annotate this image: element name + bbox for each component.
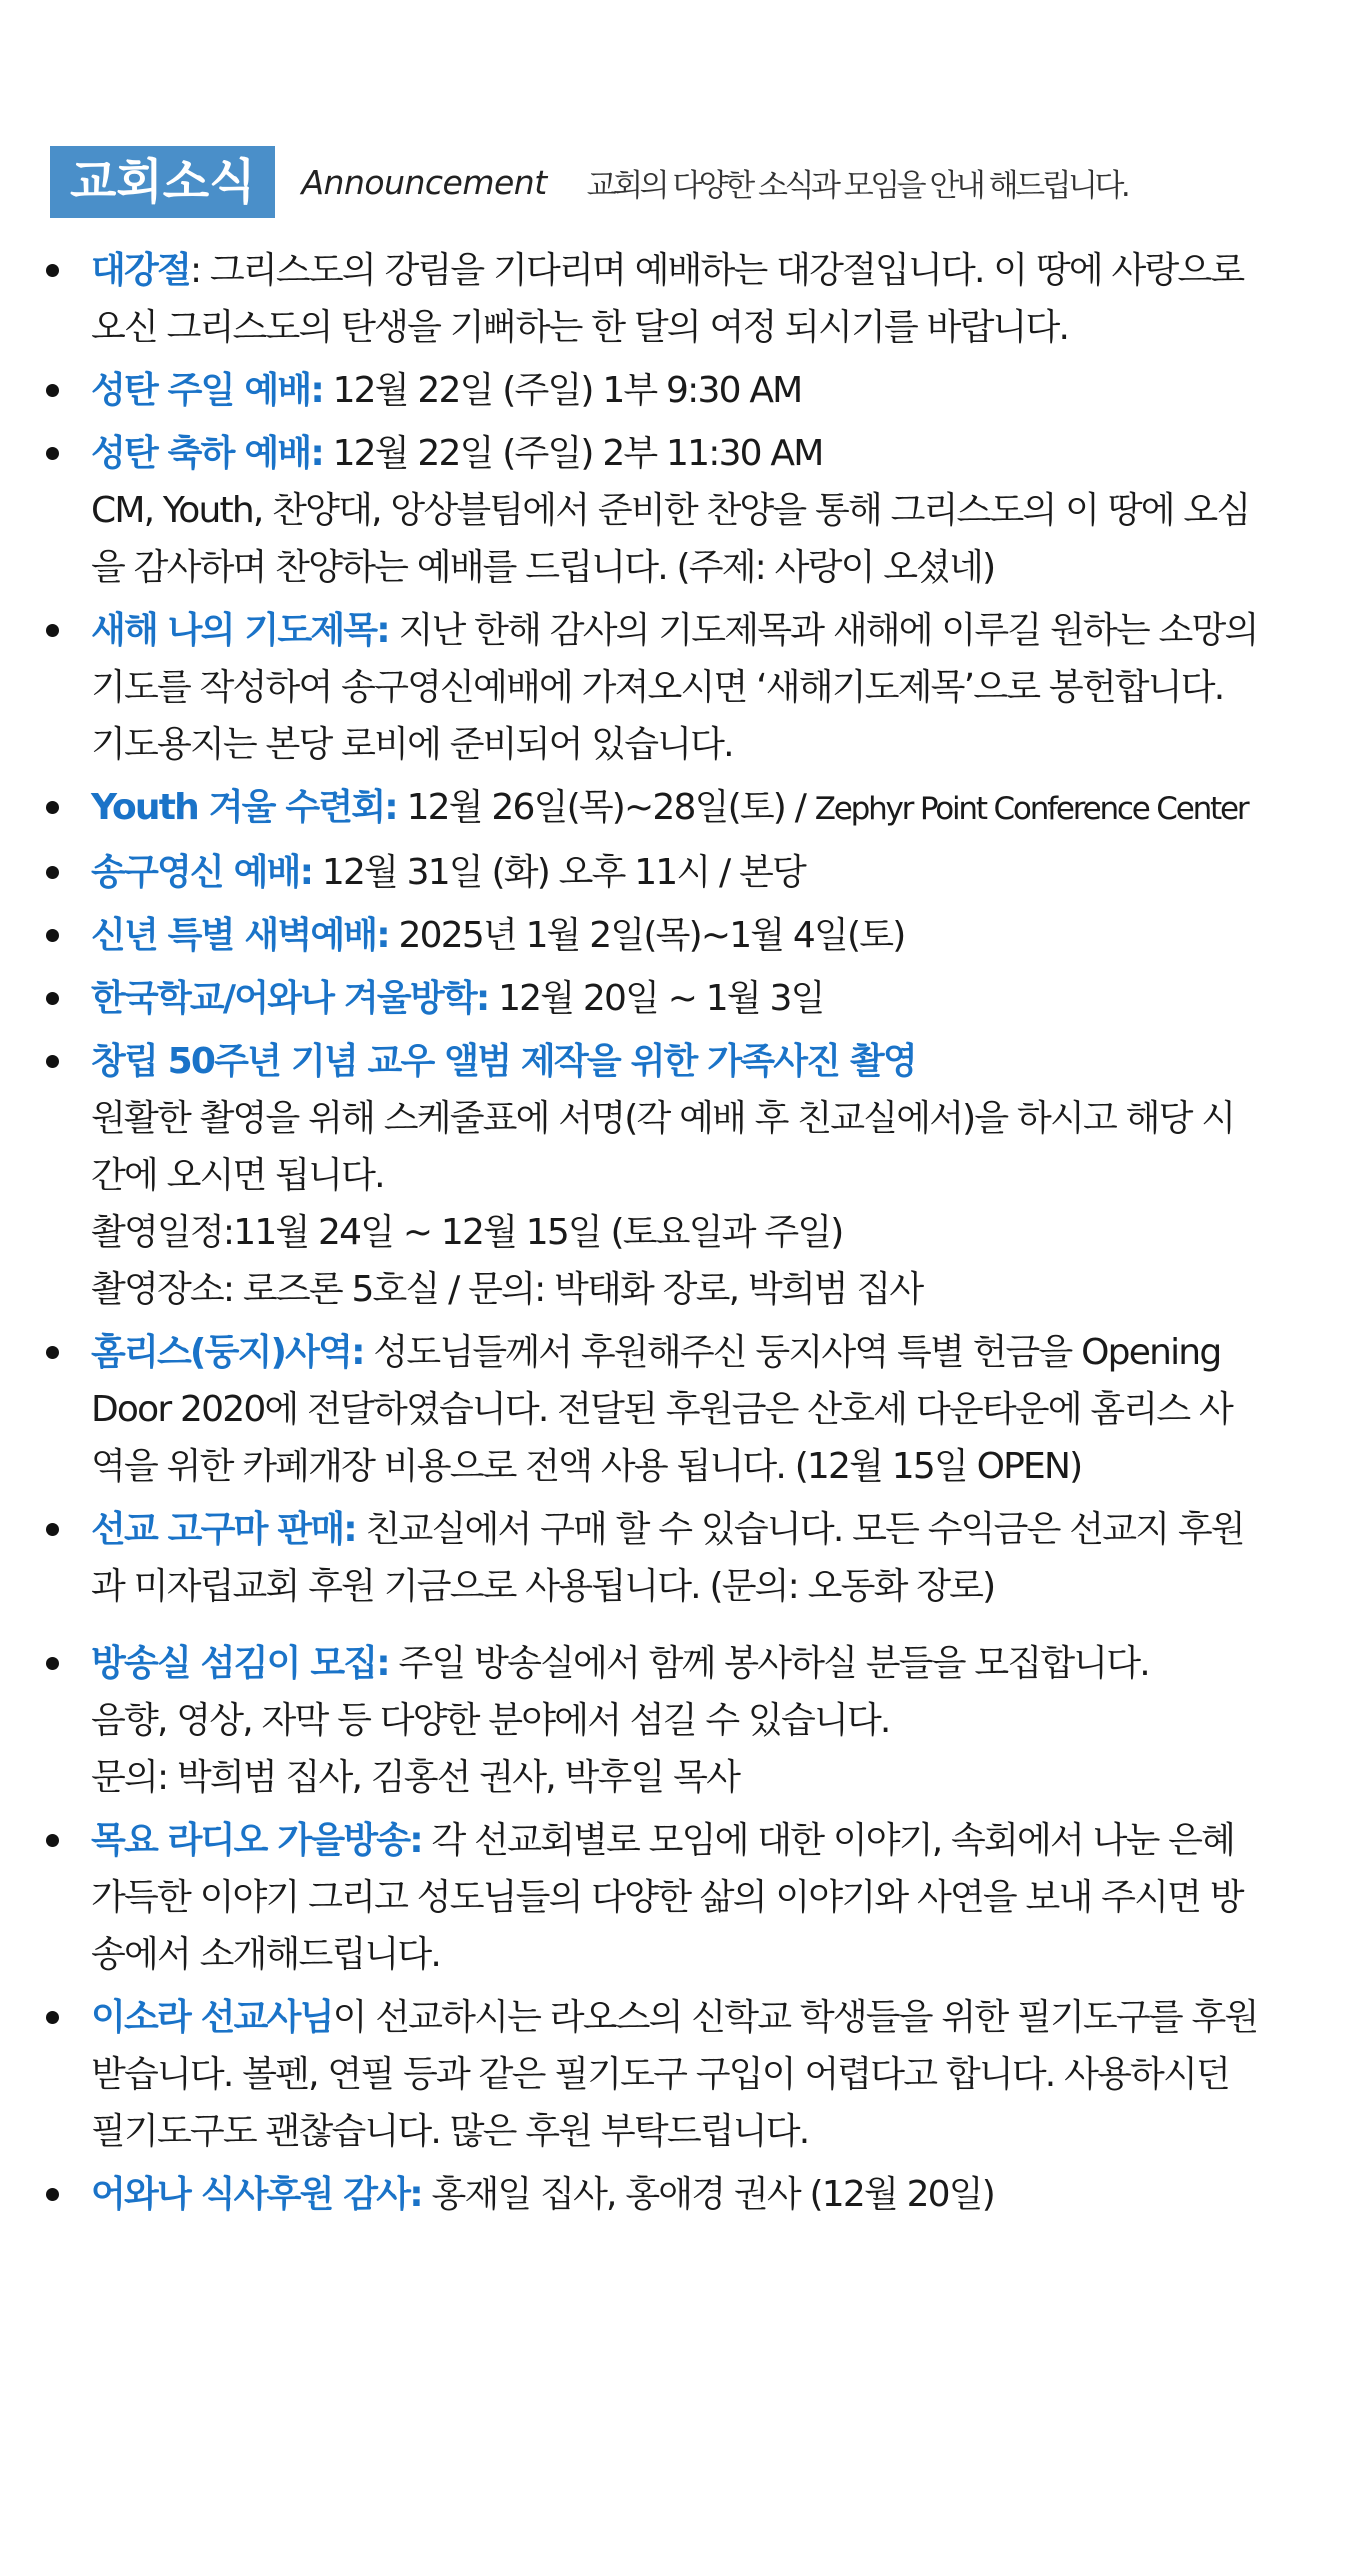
item-title: 새해 나의 기도제목: [91,610,389,651]
item-text: 주일 방송실에서 함께 봉사하실 분들을 모집합니다. [398,1643,1149,1684]
item-text: 받습니다. 볼펜, 연필 등과 같은 필기도구 구입이 어렵다고 합니다. 사용하시던 [91,2054,1229,2095]
item-text: 12월 22일 (주일) 1부 9:30 AM [332,370,802,411]
section-badge: 교회소식 [50,146,275,218]
bullet-dot [46,447,59,460]
item-text: CM, Youth, 찬양대, 앙상블팀에서 준비한 찬양을 통해 그리스도의 이 땅에 오심 [91,490,1250,531]
announcement-homeless-ministry [91,1324,1311,1495]
announcement-new-year-eve [91,844,1311,901]
item-text: 기도를 작성하여 송구영신예배에 가져오시면 ‘새해기도제목’으로 봉헌합니다. [91,667,1224,708]
item-text: 성도님들께서 후원해주신 둥지사역 특별 헌금을 Opening [373,1332,1221,1373]
item-text: 원활한 촬영을 위해 스케줄표에 서명(각 예배 후 친교실에서)을 하시고 해당 시 [91,1098,1235,1139]
item-text: 12월 31일 (화) 오후 11시 / 본당 [321,852,805,893]
item-title: 어와나 식사후원 감사: [91,2174,422,2215]
item-text: 지난 한해 감사의 기도제목과 새해에 이루길 원하는 소망의 [398,610,1258,651]
announcement-radio-broadcast [91,1812,1311,1983]
item-text: 이 선교하시는 라오스의 신학교 학생들을 위한 필기도구를 후원 [332,1997,1258,2038]
item-text: 문의: 박희범 집사, 김홍선 권사, 박후일 목사 [91,1757,740,1798]
bullet-dot [46,992,59,1005]
item-title: 대강절 [91,250,190,291]
announcement-christmas-sunday [91,362,1311,419]
announcement-winter-break [91,970,1311,1027]
item-title: 성탄 축하 예배: [91,433,323,474]
item-text: 12월 20일 ~ 1월 3일 [498,978,824,1019]
item-title: 목요 라디오 가을방송: [91,1820,422,1861]
item-text: 각 선교회별로 모임에 대한 이야기, 속회에서 나눈 은혜 [431,1820,1235,1861]
item-text: 역을 위한 카페개장 비용으로 전액 사용 됩니다. (12월 15일 OPEN) [91,1446,1082,1487]
bullet-dot [46,1055,59,1068]
item-location: Zephyr Point Conference Center [814,791,1248,827]
bullet-dot [46,2011,59,2024]
item-text: 촬영일정:11월 24일 ~ 12월 15일 (토요일과 주일) [91,1212,843,1253]
section-english-title: Announcement [301,162,547,202]
item-title: 신년 특별 새벽예배: [91,915,389,956]
announcement-awana-meal-thanks [91,2166,1311,2223]
item-text: 12월 26일(목)~28일(토) / [406,787,806,828]
bullet-dot [46,384,59,397]
announcement-missionary-support [91,1989,1311,2160]
item-title: 홈리스(둥지)사역: [91,1332,364,1373]
item-title: 한국학교/어와나 겨울방학: [91,978,489,1019]
item-text: 기도용지는 본당 로비에 준비되어 있습니다. [91,724,733,765]
bullet-dot [46,2188,59,2201]
section-subtitle: 교회의 다양한 소식과 모임을 안내 해드립니다. [586,167,1128,204]
item-text: Door 2020에 전달하였습니다. 전달된 후원금은 산호세 다운타운에 홈리스 사 [91,1389,1232,1430]
announcement-media-volunteers [91,1635,1311,1806]
item-text: 송에서 소개해드립니다. [91,1934,441,1975]
item-title: 선교 고구마 판매: [91,1509,356,1550]
bullet-dot [46,1523,59,1536]
item-text: 2025년 1월 2일(목)~1월 4일(토) [398,915,905,956]
announcement-dawn-prayer [91,907,1311,964]
bullet-dot [46,866,59,879]
bullet-dot [46,624,59,637]
bullet-dot [46,801,59,814]
item-text: 홍재일 집사, 홍애경 권사 (12월 20일) [431,2174,994,2215]
announcement-list [0,242,1350,2229]
bullet-dot [46,264,59,277]
item-title: 성탄 주일 예배: [91,370,323,411]
bullet-dot [46,929,59,942]
item-text: 친교실에서 구매 할 수 있습니다. 모든 수익금은 선교지 후원 [365,1509,1244,1550]
item-title: 이소라 선교사님 [91,1997,333,2038]
item-title: 방송실 섬김이 모집: [91,1643,389,1684]
item-text: 을 감사하며 찬양하는 예배를 드립니다. (주제: 사랑이 오셨네) [91,547,995,588]
item-title: 송구영신 예배: [91,852,313,893]
bullet-dot [46,1346,59,1359]
item-text: 촬영장소: 로즈론 5호실 / 문의: 박태화 장로, 박희범 집사 [91,1269,923,1310]
announcement-advent: 대강절: 그리스도의 강림을 기다리며 예배하는 대강절입니다. 이 땅에 사랑으로 오신 그리스도의 탄생을 기뻐하는 한 달의 여정 되시기를 바랍니다. [91,242,1311,356]
section-header [50,146,1127,218]
announcement-youth-retreat [91,779,1311,838]
item-title: 창립 50주년 기념 교우 앨범 제작을 위한 가족사진 촬영 [91,1041,916,1082]
item-text: 그리스도의 강림을 기다리며 예배하는 대강절입니다. 이 땅에 사랑으로 [209,250,1244,291]
announcement-sweet-potato-sale [91,1501,1311,1615]
item-text: 음향, 영상, 자막 등 다양한 분야에서 섬길 수 있습니다. [91,1700,890,1741]
item-text: 오신 그리스도의 탄생을 기뻐하는 한 달의 여정 되시기를 바랍니다. [91,307,1069,348]
item-text: 가득한 이야기 그리고 성도님들의 다양한 삶의 이야기와 사연을 보내 주시면 방 [91,1877,1243,1918]
item-title: Youth 겨울 수련회: [91,787,397,828]
item-text: 과 미자립교회 후원 기금으로 사용됩니다. (문의: 오동화 장로) [91,1566,995,1607]
announcement-new-year-prayer [91,602,1311,773]
bullet-dot [46,1657,59,1670]
bullet-dot [46,1834,59,1847]
item-text: 간에 오시면 됩니다. [91,1155,384,1196]
announcement-christmas-celebration [91,425,1311,596]
item-text: 12월 22일 (주일) 2부 11:30 AM [332,433,823,474]
item-text: 필기도구도 괜찮습니다. 많은 후원 부탁드립니다. [91,2111,809,2152]
announcement-family-photo [91,1033,1311,1318]
